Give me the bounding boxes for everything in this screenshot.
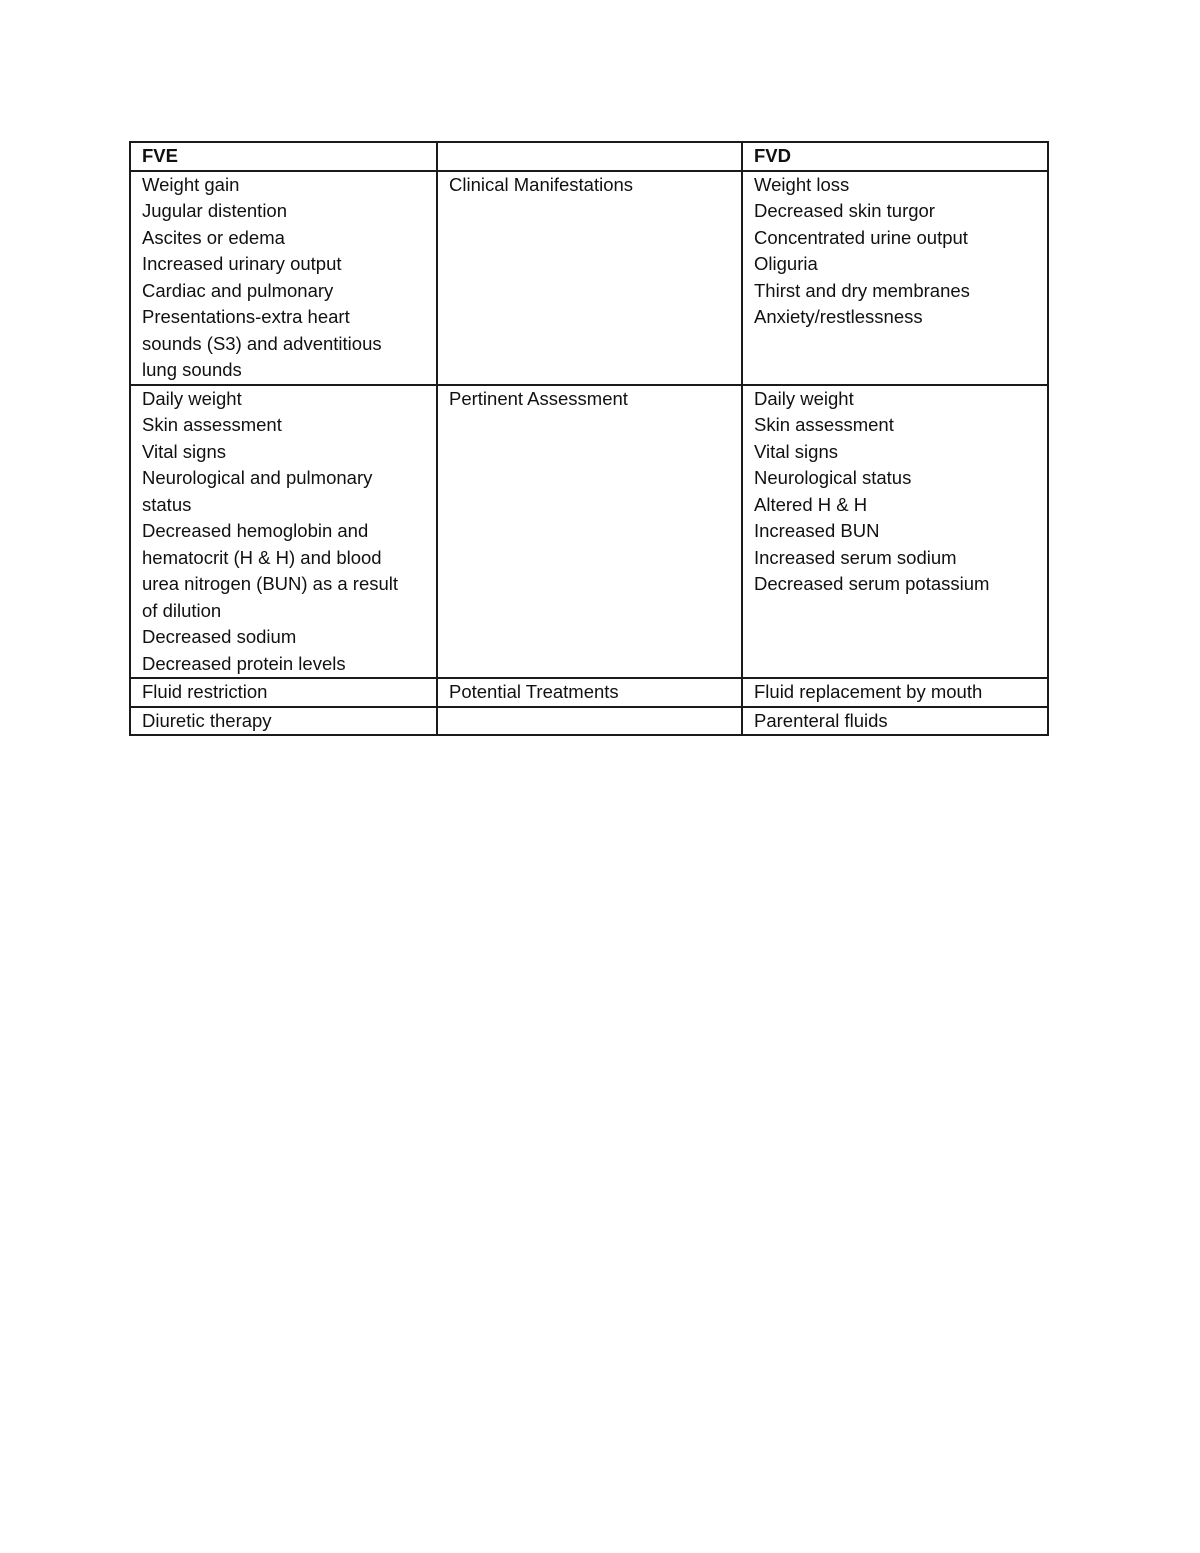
fvd-cell xyxy=(742,171,1048,385)
header-fve: FVE xyxy=(142,145,178,166)
list-item: Decreased hemoglobin and xyxy=(142,520,369,541)
list-item: Jugular distention xyxy=(142,200,288,221)
comparison-table xyxy=(129,141,1049,736)
list-item: Increased urinary output xyxy=(142,253,342,274)
table-row xyxy=(130,171,1048,385)
list-item: Fluid restriction xyxy=(142,681,268,702)
category-cell xyxy=(437,171,742,385)
category-label: Potential Treatments xyxy=(449,681,619,702)
list-item: Diuretic therapy xyxy=(142,709,272,731)
list-item: Concentrated urine output xyxy=(754,226,968,248)
list-item: Parenteral fluids xyxy=(754,709,888,731)
list-item: Presentations-extra heart xyxy=(142,306,350,327)
list-item: Increased serum sodium xyxy=(754,546,957,568)
list-item: of dilution xyxy=(142,599,222,621)
list-item: Thirst and dry membranes xyxy=(754,279,970,301)
list-item: Vital signs xyxy=(754,440,838,462)
list-item: Oliguria xyxy=(754,253,818,274)
header-fvd: FVD xyxy=(754,145,791,166)
fvd-cell xyxy=(742,678,1048,707)
fve-cell xyxy=(130,385,437,679)
fve-cell xyxy=(130,707,437,736)
table-row xyxy=(130,678,1048,707)
header-cell-fvd xyxy=(742,142,1048,171)
list-item: Altered H & H xyxy=(754,493,868,515)
fve-cell xyxy=(130,171,437,385)
list-item: Ascites or edema xyxy=(142,226,285,248)
list-item: hematocrit (H & H) and blood xyxy=(142,546,382,568)
list-item: Cardiac and pulmonary xyxy=(142,279,334,301)
list-item: Neurological and pulmonary xyxy=(142,467,373,488)
fvd-cell xyxy=(742,707,1048,736)
header-cell-middle xyxy=(437,142,742,171)
list-item: Decreased skin turgor xyxy=(754,200,935,221)
list-item: Weight gain xyxy=(142,173,240,195)
list-item: Vital signs xyxy=(142,440,226,462)
category-label: Clinical Manifestations xyxy=(449,173,634,195)
list-item: Daily weight xyxy=(142,387,242,409)
table-row xyxy=(130,707,1048,736)
category-cell xyxy=(437,385,742,679)
fvd-cell xyxy=(742,385,1048,679)
list-item: Fluid replacement by mouth xyxy=(754,681,983,702)
fve-cell xyxy=(130,678,437,707)
list-item: Anxiety/restlessness xyxy=(754,306,923,327)
list-item: Weight loss xyxy=(754,173,850,195)
list-item: Increased BUN xyxy=(754,520,880,541)
list-item: Decreased serum potassium xyxy=(754,573,990,594)
list-item: Decreased protein levels xyxy=(142,652,346,674)
table-row xyxy=(130,385,1048,679)
list-item: sounds (S3) and adventitious xyxy=(142,332,382,354)
list-item: Decreased sodium xyxy=(142,626,297,647)
category-cell xyxy=(437,678,742,707)
table-header-row xyxy=(130,142,1048,171)
list-item: lung sounds xyxy=(142,359,242,380)
category-label: Pertinent Assessment xyxy=(449,387,628,409)
list-item: Neurological status xyxy=(754,467,912,488)
header-cell-fve xyxy=(130,142,437,171)
list-item: status xyxy=(142,493,192,515)
list-item: Skin assessment xyxy=(142,414,282,435)
list-item: Daily weight xyxy=(754,387,854,409)
list-item: Skin assessment xyxy=(754,414,894,435)
category-cell xyxy=(437,707,742,736)
list-item: urea nitrogen (BUN) as a result xyxy=(142,573,399,594)
